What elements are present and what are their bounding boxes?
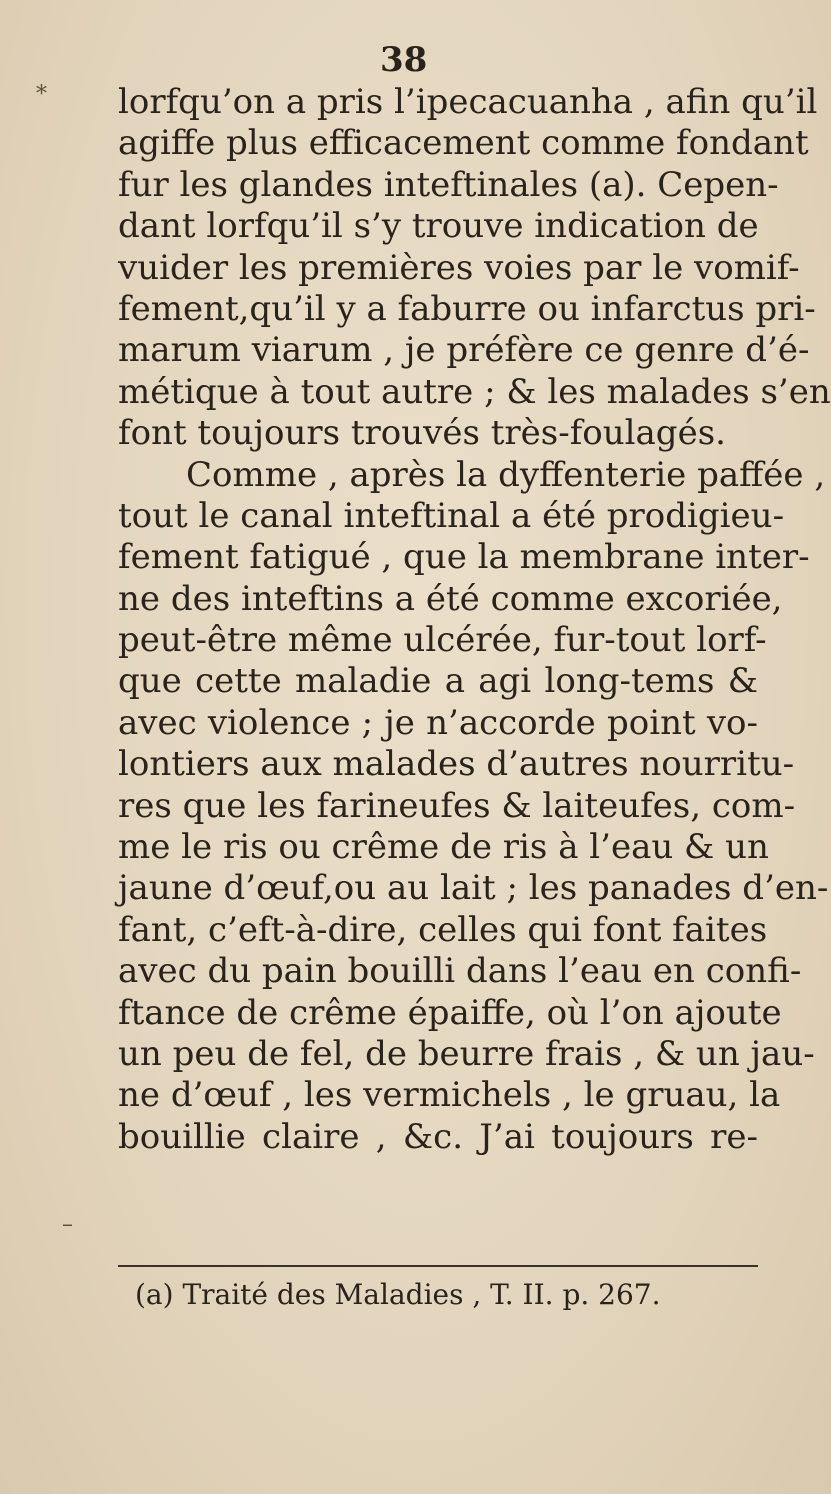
text-line: ne des inteftins a été comme excoriée,	[118, 578, 783, 619]
text-line: vuider les premières voies par le vomif-	[118, 247, 800, 288]
text-line: tout le canal inteftinal a été prodigieu-	[118, 495, 785, 536]
body-text	[118, 82, 831, 1158]
text-line: fement,qu’il y a faburre ou infarctus pri-	[118, 288, 816, 329]
text-line: jaune d’œuf,ou au lait ; les panades d’en-	[118, 868, 829, 909]
text-line: fement fatigué , que la membrane inter-	[118, 537, 810, 578]
margin-mark: –	[62, 1212, 73, 1237]
text-line: fur les glandes inteftinales (a). Cepen-	[118, 164, 779, 205]
text-line: agiffe plus efficacement comme fondant	[118, 123, 809, 164]
text-line: marum viarum , je préfère ce genre d’é-	[118, 330, 810, 371]
text-line: me le ris ou crême de ris à l’eau & un	[118, 827, 769, 868]
footnote: (a) Traité des Maladies , T. II. p. 267.	[135, 1278, 661, 1311]
text-line: ne d’œuf , les vermichels , le gruau, la	[118, 1075, 781, 1116]
text-line: avec du pain bouilli dans l’eau en confi-	[118, 951, 802, 992]
text-line: bouillie claire , &c. J’ai toujours re-	[118, 1116, 758, 1157]
page-number: 38	[380, 40, 428, 80]
text-line: métique à tout autre ; & les malades s’en	[118, 371, 831, 412]
text-line-paragraph-start: Comme , après la dyffenterie paffée ,	[186, 454, 826, 495]
text-line: font toujours trouvés très-foulagés.	[118, 413, 726, 454]
text-line: que cette maladie a agi long-tems &	[118, 661, 758, 702]
text-line: un peu de fel, de beurre frais , & un jau-	[118, 1033, 815, 1074]
text-line: avec violence ; je n’accorde point vo-	[118, 702, 758, 743]
text-line: fant, c’eft-à-dire, celles qui font faites	[118, 909, 768, 950]
footnote-rule	[118, 1265, 758, 1267]
text-line: ftance de crême épaiffe, où l’on ajoute	[118, 992, 782, 1033]
text-line: lontiers aux malades d’autres nourritu-	[118, 744, 795, 785]
text-line: peut-être même ulcérée, fur-tout lorf-	[118, 620, 767, 661]
text-line: res que les farineufes & laiteufes, com-	[118, 785, 796, 826]
text-line: lorfqu’on a pris l’ipecacuanha , afin qu’il	[118, 82, 818, 122]
margin-mark: *	[36, 82, 47, 107]
text-line: dant lorfqu’il s’y trouve indication de	[118, 206, 759, 247]
